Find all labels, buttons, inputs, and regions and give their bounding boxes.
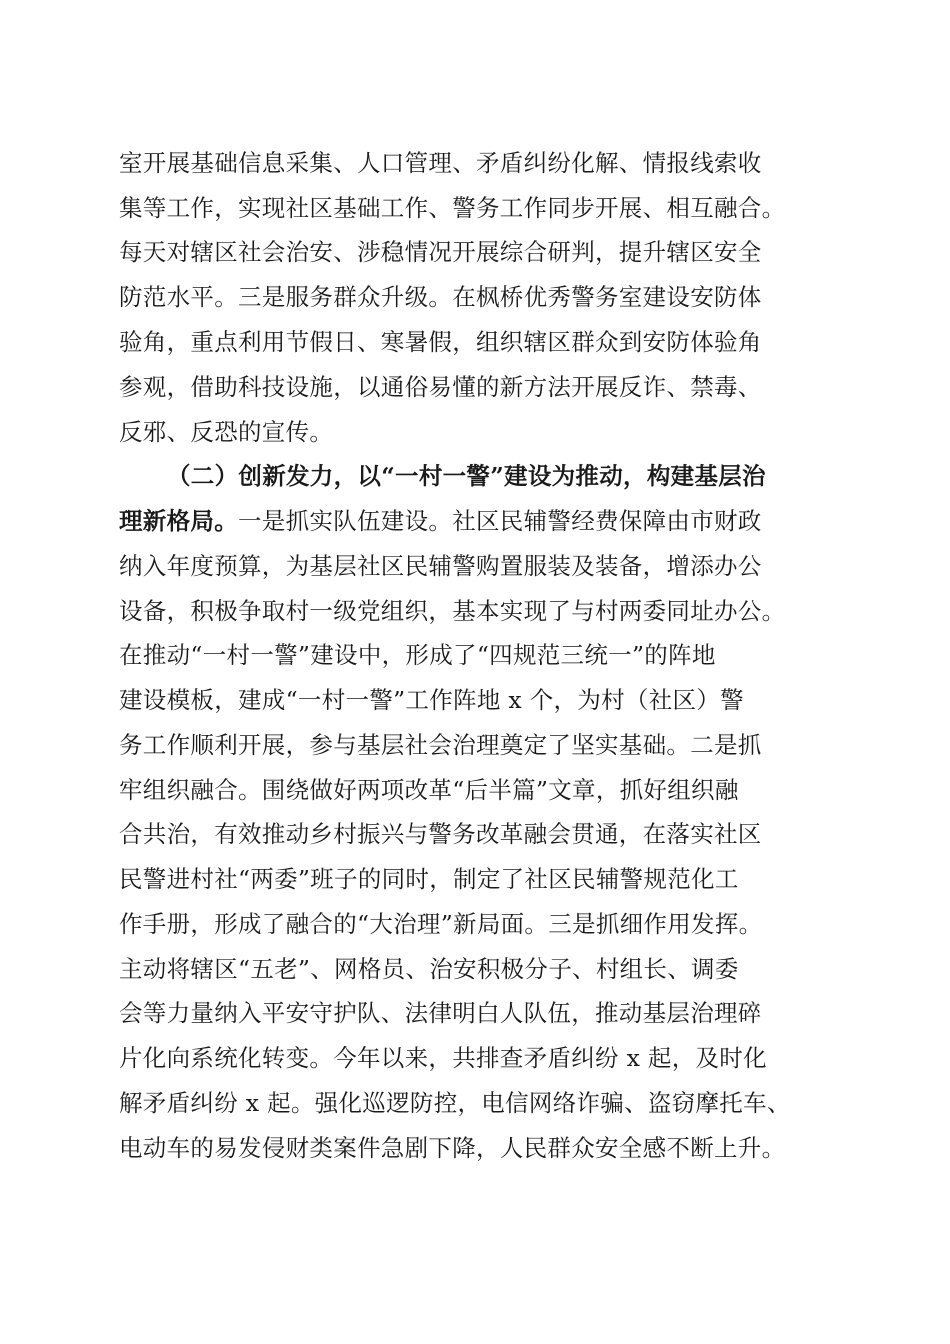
text-line-9-rest: 一是抓实队伍建设。社区民辅警经费保障由市财政 <box>238 507 762 535</box>
text-line-16: 合共治，有效推动乡村振兴与警务改革融会贯通，在落实社区 <box>119 820 762 848</box>
text-line-21: 片化向系统化转变。今年以来，共排查矛盾纠纷 x 起，及时化 <box>119 1044 767 1072</box>
text-line-14: 务工作顺利开展，参与基层社会治理奠定了坚实基础。二是抓 <box>119 731 762 759</box>
text-line-2: 集等工作，实现社区基础工作、警务工作同步开展、相互融合。 <box>119 194 786 222</box>
text-line-10: 纳入年度预算，为基层社区民辅警购置服装及装备，增添办公 <box>119 552 762 580</box>
text-line-5: 验角，重点利用节假日、寒暑假，组织辖区群众到安防体验角 <box>119 328 762 356</box>
text-line-22: 解矛盾纠纷 x 起。强化巡逻防控，电信网络诈骗、盗窃摩托车、 <box>119 1089 791 1117</box>
text-line-20: 会等力量纳入平安守护队、法律明白人队伍，推动基层治理碎 <box>119 999 762 1027</box>
text-line-1: 室开展基础信息采集、人口管理、矛盾纠纷化解、情报线索收 <box>119 149 762 177</box>
section-heading-end: 理新格局。 <box>119 507 238 535</box>
text-line-15: 牢组织融合。围绕做好两项改革“后半篇”文章，抓好组织融 <box>119 776 739 804</box>
section-heading-line-2 <box>119 506 762 536</box>
text-line-12: 在推动“一村一警”建设中，形成了“四规范三统一”的阵地 <box>119 641 716 669</box>
text-line-7: 反邪、反恐的宣传。 <box>119 418 334 446</box>
text-line-18: 作手册，形成了融合的“大治理”新局面。三是抓细作用发挥。 <box>119 910 763 938</box>
section-heading-line-1: （二）创新发力，以“一村一警”建设为推动，构建基层治 <box>167 462 766 490</box>
text-line-4: 防范水平。三是服务群众升级。在枫桥优秀警务室建设安防体 <box>119 283 762 311</box>
text-line-6: 参观，借助科技设施，以通俗易懂的新方法开展反诈、禁毒、 <box>119 373 762 401</box>
text-line-23: 电动车的易发侵财类案件急剧下降，人民群众安全感不断上升。 <box>119 1134 786 1162</box>
text-line-13: 建设模板，建成“一村一警”工作阵地 x 个，为村（社区）警 <box>119 686 744 714</box>
text-line-19: 主动将辖区“五老”、网格员、治安积极分子、村组长、调委 <box>119 955 739 983</box>
text-line-11: 设备，积极争取村一级党组织，基本实现了与村两委同址办公。 <box>119 597 786 625</box>
text-line-3: 每天对辖区社会治安、涉稳情况开展综合研判，提升辖区安全 <box>119 238 762 266</box>
text-line-17: 民警进村社“两委”班子的同时，制定了社区民辅警规范化工 <box>119 865 739 893</box>
